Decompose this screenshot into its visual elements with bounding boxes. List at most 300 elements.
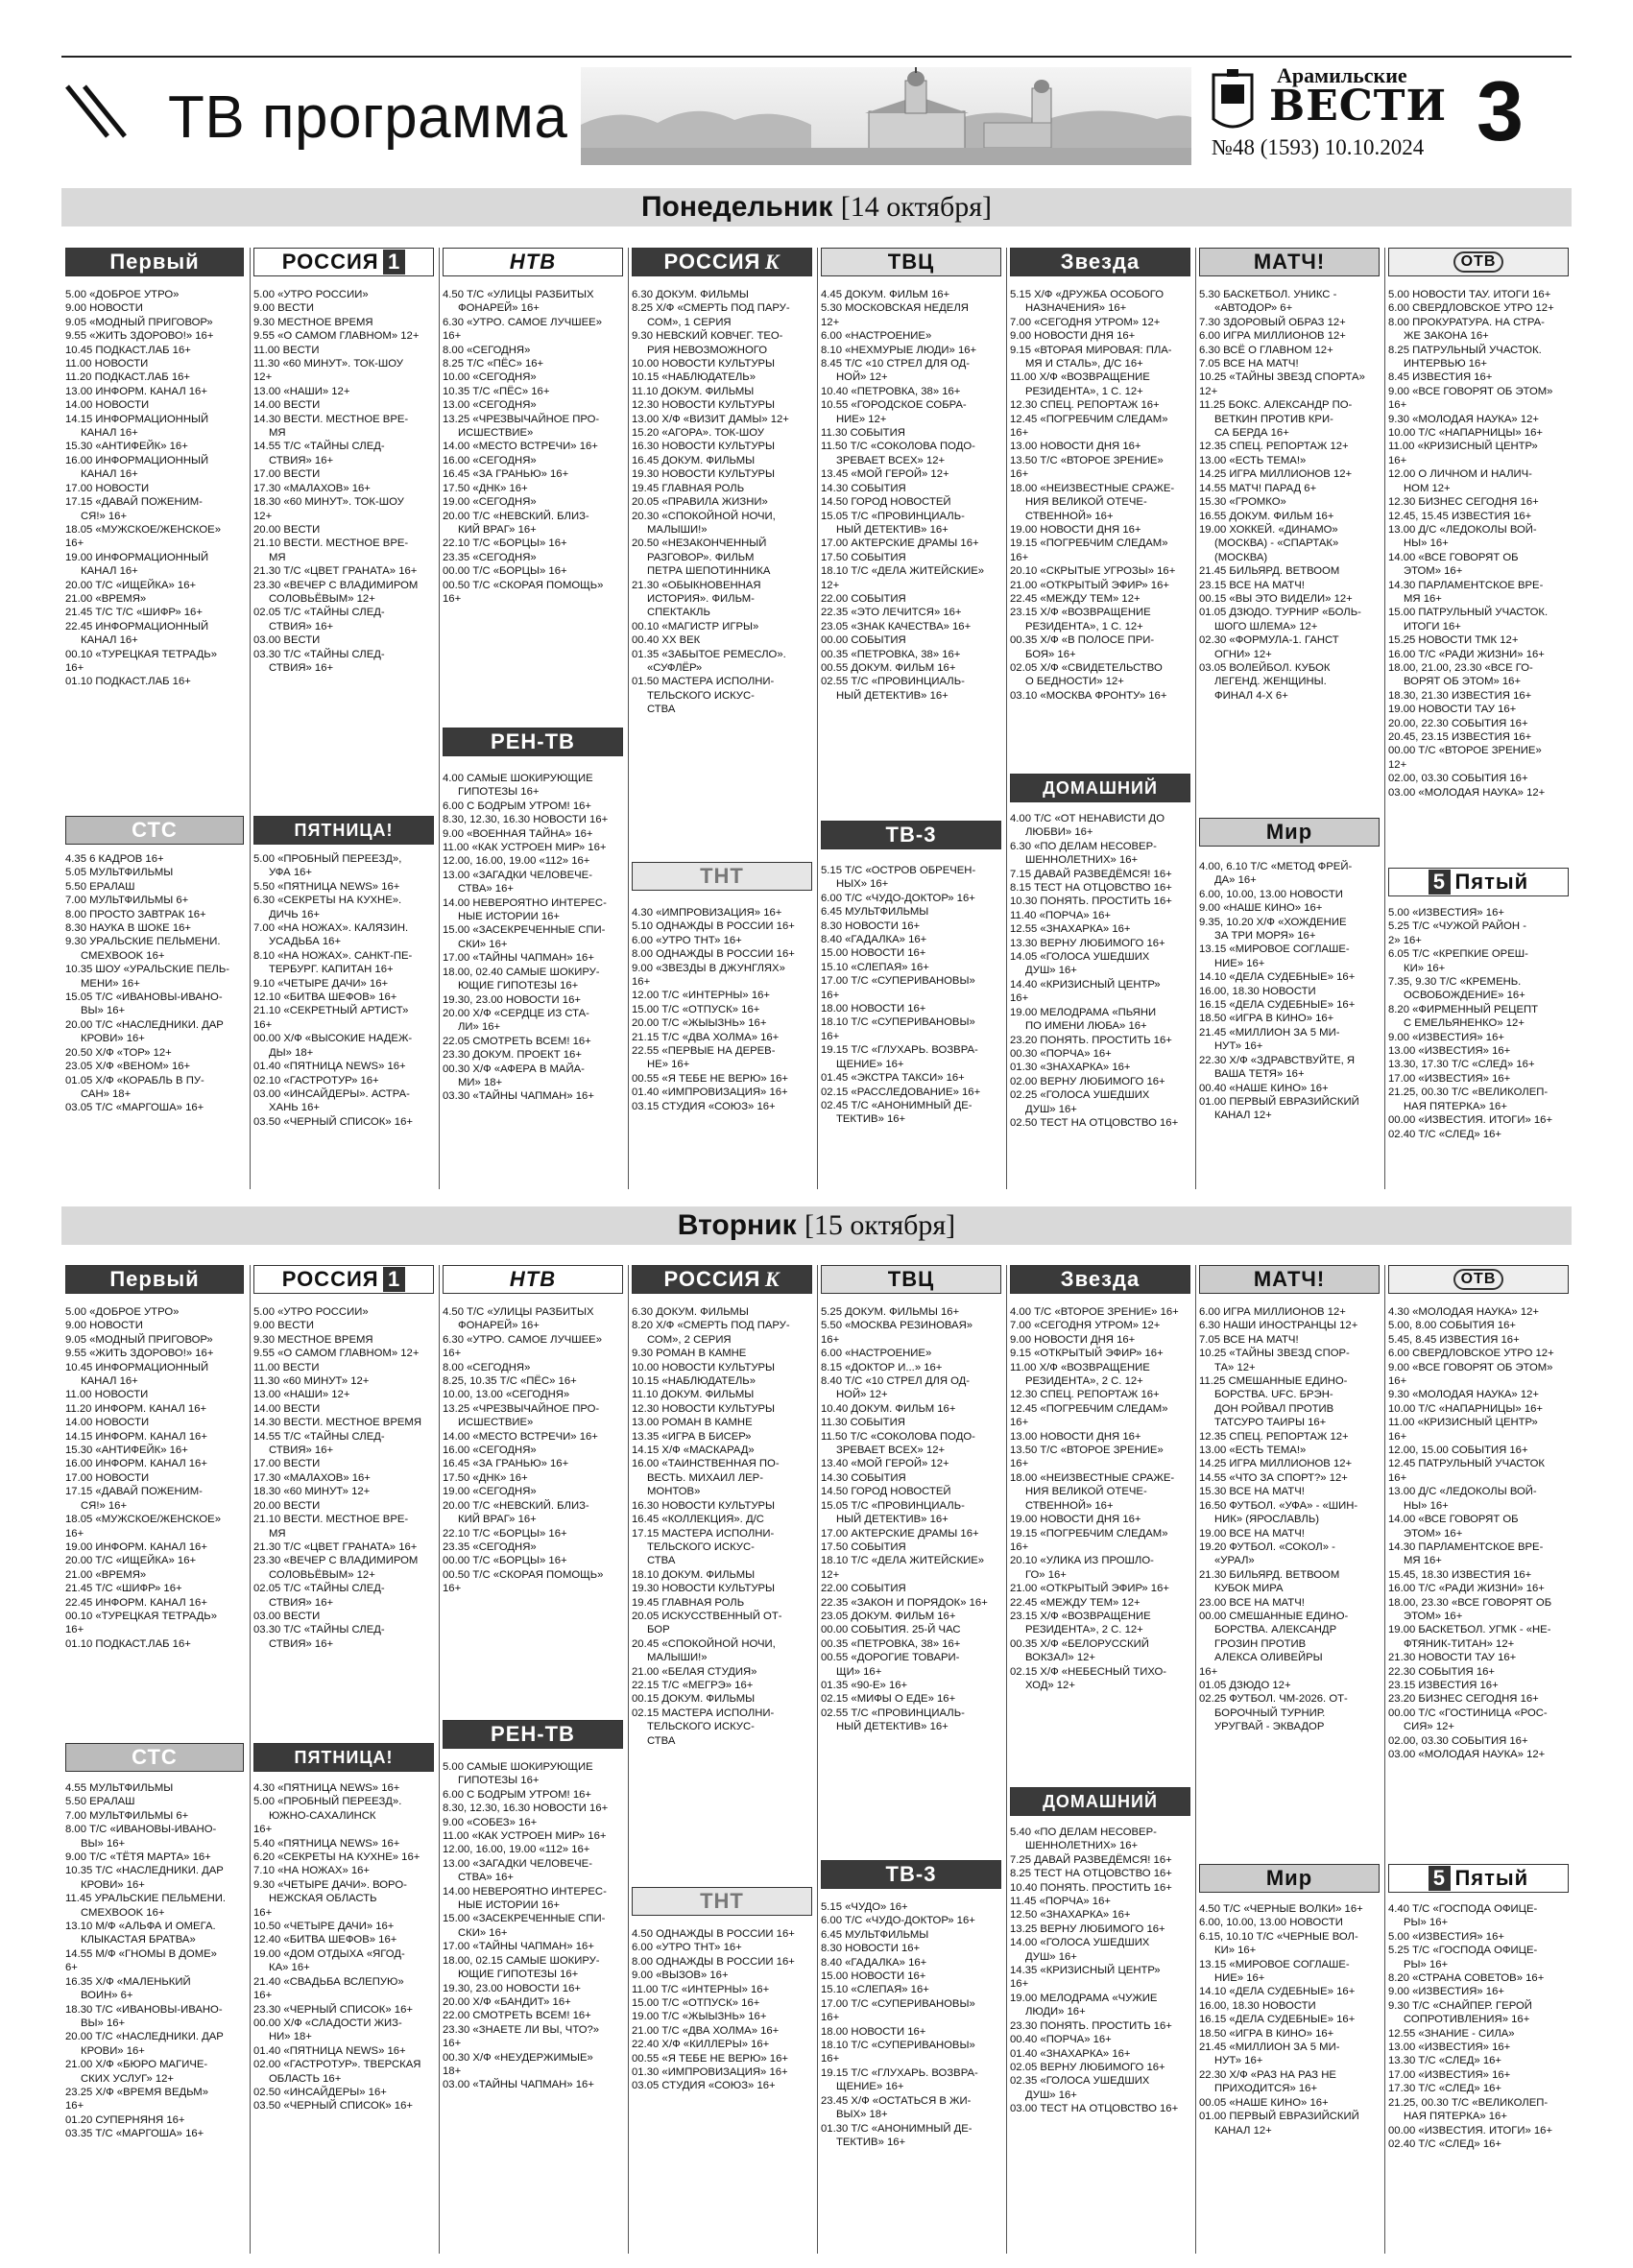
program-line: 9.00 «ВСЕ ГОВОРЯТ ОБ ЭТОМ» bbox=[1388, 385, 1553, 397]
program-line: 12.45, 15.45 ИЗВЕСТИЯ 16+ bbox=[1388, 510, 1532, 522]
program-line: 16+ bbox=[443, 592, 462, 605]
program-line: 5.40 «ПЯТНИЦА NEWS» 16+ bbox=[253, 1837, 400, 1850]
program-line: 20.50 Х/Ф «ТОР» 12+ bbox=[65, 1046, 172, 1059]
program-line: ГИПОТЕЗЫ 16+ bbox=[458, 786, 540, 799]
program-line: НИК» (ЯРОСЛАВЛЬ) bbox=[1214, 1514, 1320, 1526]
program-line: 21.25, 00.30 Т/С «ВЕЛИКОЛЕП- bbox=[1388, 2096, 1549, 2109]
program-list-tnt-mon bbox=[632, 906, 811, 1113]
program-line: 03.50 «ЧЕРНЫЙ СПИСОК» 16+ bbox=[253, 2100, 413, 2113]
program-line: 5.15 «ЧУДО» 16+ bbox=[821, 1901, 908, 1913]
program-line: 7.00 «СЕГОДНЯ УТРОМ» 12+ bbox=[1010, 1320, 1161, 1332]
channel-logo-perviy bbox=[65, 1265, 244, 1294]
column-divider bbox=[1384, 1265, 1385, 2254]
program-line: 6.30 «УТРО. САМОЕ ЛУЧШЕЕ» bbox=[443, 1333, 602, 1346]
program-line: 17.30 Т/С «СЛЕД» 16+ bbox=[1388, 2083, 1501, 2095]
program-list-mir-mon bbox=[1199, 860, 1379, 1123]
program-line: 16.00, 18.30 НОВОСТИ bbox=[1199, 985, 1316, 997]
channel-name: ТВ-3 bbox=[885, 823, 937, 847]
program-line: 19.15 «ПОГРЕБЧИМ СЛЕДАМ» bbox=[1010, 1527, 1168, 1540]
program-line: 17.00 НОВОСТИ bbox=[65, 482, 150, 494]
program-line: УФА 16+ bbox=[269, 867, 312, 879]
program-line: 9.00 НОВОСТИ ДНЯ 16+ bbox=[1010, 330, 1136, 343]
program-line: ДУШ» 16+ bbox=[1025, 1103, 1077, 1115]
program-line: 02.40 Т/С «СЛЕД» 16+ bbox=[1388, 2137, 1501, 2150]
program-line: 18.00 НОВОСТИ 16+ bbox=[821, 1003, 926, 1015]
program-line: 14.00 НОВОСТИ bbox=[65, 1417, 150, 1429]
program-list-pyatiy-tue bbox=[1388, 1902, 1568, 2151]
column-divider bbox=[1006, 1265, 1007, 2254]
program-line: 8.40 «ГАДАЛКА» 16+ bbox=[821, 934, 927, 946]
program-line: 14.15 Х/Ф «МАСКАРАД» bbox=[632, 1444, 755, 1457]
program-line: 8.30 НАУКА В ШОКЕ 16+ bbox=[65, 922, 191, 935]
program-line: 17.00 Т/С «СУПЕРИВАНОВЫ» bbox=[821, 1997, 975, 2010]
program-line: 4.00 Т/С «ВТОРОЕ ЗРЕНИЕ» 16+ bbox=[1010, 1306, 1179, 1318]
program-line: 5.15 Х/Ф «ДРУЖБА ОСОБОГО bbox=[1010, 289, 1165, 300]
program-line: 19.30, 23.00 НОВОСТИ 16+ bbox=[443, 1982, 581, 1994]
program-line: 03.35 Т/С «МАРГОША» 16+ bbox=[65, 2128, 204, 2140]
program-line: 11.30 СОБЫТИЯ bbox=[821, 1417, 905, 1429]
program-line: ЩЕНИЕ» 16+ bbox=[836, 1058, 904, 1070]
program-line: 12.30 СПЕЦ. РЕПОРТАЖ 16+ bbox=[1010, 399, 1160, 412]
program-line: КИ» 16+ bbox=[1404, 962, 1446, 974]
program-line: 12.35 СПЕЦ. РЕПОРТАЖ 12+ bbox=[1199, 1430, 1349, 1443]
program-line: 21.40 «СВАДЬБА ВСЛЕПУЮ» bbox=[253, 1975, 404, 1988]
program-line: 9.30 НЕВСКИЙ КОВЧЕГ. ТЕО- bbox=[632, 330, 783, 343]
program-list-match-tue bbox=[1199, 1305, 1379, 1734]
issue-number: №48 (1593) 10.10.2024 bbox=[1212, 135, 1425, 159]
program-line: 8.30 НОВОСТИ 16+ bbox=[821, 919, 921, 932]
program-line: 5.00 «УТРО РОССИИ» bbox=[253, 1306, 369, 1318]
program-line: 12.50 «ЗНАХАРКА» 16+ bbox=[1010, 1909, 1131, 1922]
program-line: 6.15, 10.10 Т/С «ЧЕРНЫЕ ВОЛ- bbox=[1199, 1930, 1358, 1943]
program-line: ТЕЛЬСКОГО ИСКУС- bbox=[647, 1721, 755, 1733]
program-line: 16+ bbox=[1388, 1430, 1407, 1443]
program-line: 17.50 СОБЫТИЯ bbox=[821, 1540, 906, 1553]
program-line: 17.00 Т/С «СУПЕРИВАНОВЫ» bbox=[821, 975, 975, 988]
program-line: ВЕТКИН ПРОТИВ КРИ- bbox=[1214, 413, 1333, 425]
program-line: 16.30 НОВОСТИ КУЛЬТУРЫ bbox=[632, 1499, 776, 1512]
program-line: 4.50 ОДНАЖДЫ В РОССИИ 16+ bbox=[632, 1928, 795, 1940]
program-line: 21.45 Т/С Т/С «ШИФР» 16+ bbox=[65, 607, 203, 619]
program-line: 8.00 ПРОКУРАТУРА. НА СТРА- bbox=[1388, 316, 1545, 328]
program-line: 00.55 «ДОРОГИЕ ТОВАРИ- bbox=[821, 1652, 960, 1664]
program-line: 11.45 «ПОРЧА» 16+ bbox=[1010, 1896, 1111, 1908]
channel-logo-tvc bbox=[821, 1265, 1001, 1294]
program-line: 19.00 НОВОСТИ ДНЯ 16+ bbox=[1010, 523, 1141, 536]
program-line: ТЕЛЬСКОГО ИСКУС- bbox=[647, 689, 755, 702]
program-line: НИЯ ВЕЛИКОЙ ОТЕЧЕ- bbox=[1025, 496, 1147, 509]
program-line: 12.55 «ЗНАНИЕ - СИЛА» bbox=[1388, 2027, 1515, 2040]
channel-logo-rentv bbox=[443, 1720, 623, 1749]
program-line: 16+ bbox=[1388, 1471, 1407, 1484]
program-line: 14.40 «КРИЗИСНЫЙ ЦЕНТР» bbox=[1010, 978, 1161, 991]
program-line: 16+ bbox=[253, 1906, 273, 1919]
program-line: 00.30 «ПОРЧА» 16+ bbox=[1010, 1047, 1112, 1060]
program-line: 13.00 Х/Ф «ВИЗИТ ДАМЫ» 12+ bbox=[632, 413, 789, 425]
program-list-domashniy-tue bbox=[1010, 1826, 1189, 2116]
program-line: ЮЩИЕ ГИПОТЕЗЫ 16+ bbox=[458, 980, 579, 992]
program-line: 5.00 «ДОБРОЕ УТРО» bbox=[65, 1306, 180, 1318]
program-list-tv3-tue bbox=[821, 1900, 1000, 2149]
channel-name: ОТВ bbox=[1453, 1269, 1504, 1290]
program-line: 8.25 Т/С «ПЁС» 16+ bbox=[443, 358, 544, 370]
program-line: РЫ» 16+ bbox=[1404, 1958, 1449, 1970]
program-line: 02.15 «МИФЫ О ЕДЕ» 16+ bbox=[821, 1693, 956, 1706]
program-line: 11.00 «КРИЗИСНЫЙ ЦЕНТР» bbox=[1388, 441, 1538, 453]
program-line: КРОВИ» 16+ bbox=[81, 1878, 145, 1891]
program-line: 8.20 Х/Ф «СМЕРТЬ ПОД ПАРУ- bbox=[632, 1320, 790, 1332]
program-line: 9.00 НОВОСТИ bbox=[65, 1320, 143, 1332]
program-line: НОЙ» 12+ bbox=[836, 371, 888, 384]
program-line: ВОИН» 6+ bbox=[81, 1990, 133, 2002]
program-line: 9.00 НОВОСТИ bbox=[65, 302, 143, 315]
program-line: 5.50 ЕРАЛАШ bbox=[65, 880, 135, 893]
program-line: 16+ bbox=[1010, 427, 1029, 440]
program-line: 13.00 «НАШИ» 12+ bbox=[253, 1389, 350, 1401]
program-line: 16.00 «СЕГОДНЯ» bbox=[443, 1444, 537, 1457]
program-line: 6.05 Т/С «КРЕПКИЕ ОРЕШ- bbox=[1388, 948, 1528, 961]
program-line: 20.00, 22.30 СОБЫТИЯ 16+ bbox=[1388, 717, 1528, 729]
program-line: 9.30 УРАЛЬСКИЕ ПЕЛЬМЕНИ. bbox=[65, 936, 221, 948]
program-line: 21.10 ВЕСТИ. МЕСТНОЕ ВРЕ- bbox=[253, 1514, 409, 1526]
program-line: 11.10 ДОКУМ. ФИЛЬМЫ bbox=[632, 1389, 755, 1401]
program-line: ИСШЕСТВИЕ» bbox=[458, 1417, 534, 1429]
program-line: 20.00 Х/Ф «БАНДИТ» 16+ bbox=[443, 1995, 571, 2008]
program-line: 20.00 Т/С «ИЩЕЙКА» 16+ bbox=[65, 579, 197, 591]
channel-logo-domashniy bbox=[1010, 1787, 1190, 1816]
channel-name: ДОМАШНИЙ bbox=[1043, 1791, 1158, 1811]
program-line: СТВА bbox=[647, 704, 676, 716]
program-line: 22.00 СМОТРЕТЬ ВСЕМ! 16+ bbox=[443, 2010, 591, 2022]
program-line: 12.30 НОВОСТИ КУЛЬТУРЫ bbox=[632, 399, 776, 412]
program-line: 12.00 Т/С «ИНТЕРНЫ» 16+ bbox=[632, 990, 771, 1002]
program-line: 8.20 «СТРАНА СОВЕТОВ» 16+ bbox=[1388, 1972, 1545, 1985]
program-line: 22.30 Х/Ф «РАЗ НА РАЗ НЕ bbox=[1199, 2068, 1336, 2081]
program-line: 12+ bbox=[1199, 385, 1218, 397]
program-line: ЗРЕВАЕТ ВСЕХ» 12+ bbox=[836, 454, 946, 466]
program-line: 22.35 «ЭТО ЛЕЧИТСЯ» 16+ bbox=[821, 607, 962, 619]
program-line: РЕЗИДЕНТА», 2 С. 12+ bbox=[1025, 1375, 1143, 1388]
program-line: 17.00 АКТЕРСКИЕ ДРАМЫ 16+ bbox=[821, 537, 979, 550]
program-line: КАНАЛ 16+ bbox=[81, 1375, 138, 1388]
program-line: СОПРОТИВЛЕНИЯ» 16+ bbox=[1404, 2014, 1530, 2026]
program-line: 22.00 СОБЫТИЯ bbox=[821, 1583, 906, 1595]
column-divider bbox=[1195, 248, 1196, 1189]
program-line: МЯ 16+ bbox=[1404, 1555, 1442, 1567]
program-line: 4.00 САМЫЕ ШОКИРУЮЩИЕ bbox=[443, 773, 593, 784]
program-line: 13.00 «НАШИ» 12+ bbox=[253, 385, 350, 397]
program-line: СМЕХBOOK 16+ bbox=[81, 949, 165, 962]
program-line: ВОРЯТ ОБ ЭТОМ» 16+ bbox=[1404, 676, 1522, 688]
column-divider bbox=[250, 1265, 251, 2254]
program-line: СТВА» 16+ bbox=[458, 883, 514, 895]
program-line: НАЗНАЧЕНИЯ» 16+ bbox=[1025, 302, 1127, 315]
program-line: 21.00 «ОТКРЫТЫЙ ЭФИР» 16+ bbox=[1010, 579, 1169, 591]
program-line: 12.30 НОВОСТИ КУЛЬТУРЫ bbox=[632, 1402, 776, 1415]
program-line: 01.40 «ЗНАХАРКА» 16+ bbox=[1010, 2047, 1131, 2060]
program-line: 8.30, 12.30, 16.30 НОВОСТИ 16+ bbox=[443, 1802, 609, 1815]
program-line: 16+ bbox=[253, 1824, 273, 1836]
program-line: 9.00 «СОБЕЗ» 16+ bbox=[443, 1816, 538, 1828]
program-line: СТВА bbox=[647, 1555, 676, 1567]
program-line: 5.00 НОВОСТИ ТАУ. ИТОГИ 16+ bbox=[1388, 289, 1551, 300]
program-line: 9.00 «ЗВЕЗДЫ В ДЖУНГЛЯХ» bbox=[632, 962, 785, 974]
program-line: 6.00, 10.00, 13.00 НОВОСТИ bbox=[1199, 1917, 1343, 1929]
program-line: 20.00 Т/С «НЕВСКИЙ. БЛИЗ- bbox=[443, 510, 589, 522]
program-line: КИЙ ВРАГ» 16+ bbox=[458, 523, 537, 536]
program-line: 19.00 МЕЛОДРАМА «ЧУЖИЕ bbox=[1010, 1992, 1158, 2004]
program-line: 19.00 НОВОСТИ ТАУ 16+ bbox=[1388, 704, 1517, 716]
program-line: ПРИХОДИТСЯ» 16+ bbox=[1214, 2083, 1318, 2095]
program-line: 11.20 ИНФОРМ. КАНАЛ 16+ bbox=[65, 1402, 207, 1415]
program-line: 9.30 «МОЛОДАЯ НАУКА» 12+ bbox=[1388, 1389, 1539, 1401]
program-line: 23.20 БИЗНЕС СЕГОДНЯ 16+ bbox=[1388, 1693, 1539, 1706]
program-line: ТАТСУРО ТАИРЫ 16+ bbox=[1214, 1417, 1327, 1429]
program-line: 18.10 Т/С «ДЕЛА ЖИТЕЙСКИЕ» bbox=[821, 565, 985, 578]
program-line: 03.05 СТУДИЯ «СОЮЗ» 16+ bbox=[632, 2080, 776, 2092]
program-line: 02.55 Т/С «ПРОВИНЦИАЛЬ- bbox=[821, 676, 965, 688]
program-line: 13.30 ВЕРНУ ЛЮБИМОГО 16+ bbox=[1010, 937, 1165, 949]
program-line: 23.35 «СЕГОДНЯ» bbox=[443, 1540, 537, 1553]
program-line: КА» 16+ bbox=[269, 1962, 310, 1974]
program-line: 8.00 ОДНАЖДЫ В РОССИИ 16+ bbox=[632, 948, 795, 961]
program-line: 2» 16+ bbox=[1388, 934, 1422, 946]
program-line: 7.15 ДАВАЙ РАЗВЕДЁМСЯ! 16+ bbox=[1010, 868, 1172, 880]
program-line: «УРАЛ» bbox=[1214, 1555, 1255, 1567]
program-line: СПЕКТАКЛЬ bbox=[647, 607, 710, 619]
program-line: 13.00 «ЗАГАДКИ ЧЕЛОВЕЧЕ- bbox=[443, 869, 592, 881]
program-line: ШЕННОЛЕТНИХ» 16+ bbox=[1025, 854, 1139, 867]
program-line: НЫЕ ИСТОРИИ 16+ bbox=[458, 1899, 560, 1912]
program-line: 22.45 «МЕЖДУ ТЕМ» 12+ bbox=[1010, 592, 1141, 605]
program-line: 13.00 «ИЗВЕСТИЯ» 16+ bbox=[1388, 1045, 1511, 1058]
program-line: 9.55 «ЖИТЬ ЗДОРОВО!» 16+ bbox=[65, 330, 214, 343]
program-line: ЖЕ ЗАКОНА 16+ bbox=[1404, 330, 1489, 343]
program-line: 20.05 «ПРАВИЛА ЖИЗНИ» bbox=[632, 496, 768, 509]
program-line: 01.20 СУПЕРНЯНЯ 16+ bbox=[65, 2113, 185, 2126]
program-list-zvezda-tue bbox=[1010, 1305, 1189, 1692]
program-line: 12+ bbox=[821, 316, 840, 328]
program-line: 18.00, 23.30 «ВСЕ ГОВОРЯТ ОБ bbox=[1388, 1596, 1552, 1609]
program-line: 16.55 ДОКУМ. ФИЛЬМ 16+ bbox=[1199, 510, 1334, 522]
program-line: 8.40 Т/С «10 СТРЕЛ ДЛЯ ОД- bbox=[821, 1375, 971, 1388]
program-line: НИЕ» 16+ bbox=[1214, 1972, 1265, 1985]
program-line: 16+ bbox=[65, 537, 84, 550]
program-line: 5.50 «МОСКВА РЕЗИНОВАЯ» bbox=[821, 1320, 973, 1332]
channel-name: ТВЦ bbox=[887, 250, 935, 274]
program-line: 13.00 «СЕГОДНЯ» bbox=[443, 399, 537, 412]
program-line: ТЕКТИВ» 16+ bbox=[836, 2136, 906, 2148]
program-line: 10.25 «ТАЙНЫ ЗВЕЗД СПОР- bbox=[1199, 1348, 1350, 1360]
program-line: 16+ bbox=[821, 2012, 840, 2024]
program-line: 21.45 БИЛЬЯРД. ВЕТВООМ bbox=[1199, 565, 1340, 578]
program-line: ИНТЕРВЬЮ 16+ bbox=[1404, 358, 1487, 370]
program-line: 18.00 «НЕИЗВЕСТНЫЕ СРАЖЕ- bbox=[1010, 482, 1175, 494]
program-line: 01.05 ДЗЮДО. ТУРНИР «БОЛЬ- bbox=[1199, 607, 1361, 619]
program-line: 00.00 Т/С «ГОСТИНИЦА «РОС- bbox=[1388, 1707, 1548, 1719]
channel-name: НТВ bbox=[509, 250, 557, 274]
program-line: 5.10 ОДНАЖДЫ В РОССИИ 16+ bbox=[632, 920, 795, 933]
program-line: 00.00 СОБЫТИЯ bbox=[821, 634, 906, 647]
program-line: 23.15 Х/Ф «ВОЗВРАЩЕНИЕ bbox=[1010, 607, 1151, 619]
program-line: 5.00 «ПРОБНЫЙ ПЕРЕЕЗД». bbox=[253, 1796, 402, 1808]
program-line: ТА» 12+ bbox=[1214, 1361, 1256, 1373]
program-line: 02.40 Т/С «СЛЕД» 16+ bbox=[1388, 1128, 1501, 1140]
program-list-rossiyak-mon bbox=[632, 288, 811, 717]
program-line: 7.00 МУЛЬТФИЛЬМЫ 6+ bbox=[65, 1809, 189, 1822]
program-line: МЯ bbox=[269, 1527, 286, 1540]
program-line: 20.10 «СКРЫТЫЕ УГРОЗЫ» 16+ bbox=[1010, 565, 1176, 578]
program-line: 12+ bbox=[1388, 758, 1407, 771]
program-line: НАЯ ПЯТЕРКА» 16+ bbox=[1404, 2111, 1507, 2123]
column-divider bbox=[1006, 248, 1007, 1189]
program-line: 17.00 АКТЕРСКИЕ ДРАМЫ 16+ bbox=[821, 1527, 979, 1540]
program-line: 01.30 «ИМПРОВИЗАЦИЯ» 16+ bbox=[632, 2066, 788, 2079]
channel-name: СТС bbox=[132, 1745, 178, 1769]
program-line: 00.00 СОБЫТИЯ. 25-Й ЧАС bbox=[821, 1624, 961, 1636]
program-line: 10.35 Т/С «НАСЛЕДНИКИ. ДАР bbox=[65, 1865, 224, 1877]
program-line: 03.00 «ИНСАЙДЕРЫ». АСТРА- bbox=[253, 1087, 410, 1100]
day-date: [14 октября] bbox=[840, 191, 993, 223]
program-line: СКИ» 16+ bbox=[458, 1926, 508, 1939]
program-line: 4.55 МУЛЬТФИЛЬМЫ bbox=[65, 1782, 174, 1794]
program-line: 17.30 «МАЛАХОВ» 16+ bbox=[253, 482, 371, 494]
program-line: 8.30, 12.30, 16.30 НОВОСТИ 16+ bbox=[443, 814, 609, 826]
program-line: 4.30 «ИМПРОВИЗАЦИЯ» 16+ bbox=[632, 907, 782, 919]
program-line: 19.00 МЕЛОДРАМА «ПЬЯНИ bbox=[1010, 1006, 1157, 1018]
program-line: МИ» 18+ bbox=[458, 1076, 503, 1088]
program-line: 22.30 Х/Ф «ЗДРАВСТВУЙТЕ, Я bbox=[1199, 1054, 1356, 1066]
program-line: 14.35 «КРИЗИСНЫЙ ЦЕНТР» bbox=[1010, 1965, 1161, 1977]
channel-logo-rentv bbox=[443, 728, 623, 756]
program-line: 16+ bbox=[1388, 399, 1407, 412]
program-line: 9.30 «ЧЕТЫРЕ ДАЧИ». ВОРО- bbox=[253, 1878, 407, 1891]
program-line: 16+ bbox=[821, 1030, 840, 1042]
program-line: 18.00 НОВОСТИ 16+ bbox=[821, 2025, 926, 2038]
program-line: 13.00 Д/С «ЛЕДОКОЛЫ ВОЙ- bbox=[1388, 523, 1537, 536]
column-divider bbox=[628, 248, 629, 1189]
channel-name: РОССИЯ bbox=[281, 1267, 379, 1291]
program-line: 23.45 Х/Ф «ОСТАТЬСЯ В ЖИ- bbox=[821, 2094, 972, 2107]
program-line: 23.05 Х/Ф «ВЕНОМ» 16+ bbox=[65, 1061, 191, 1073]
program-line: 12+ bbox=[253, 510, 273, 522]
program-line: 21.00 Х/Ф «БЮРО МАГИЧЕ- bbox=[65, 2059, 208, 2071]
program-line: 20.00 Т/С «НАСЛЕДНИКИ. ДАР bbox=[65, 2031, 224, 2043]
program-line: 19.00 ХОККЕЙ. «ДИНАМО» bbox=[1199, 523, 1338, 536]
program-line: 23.30 «ЧЕРНЫЙ СПИСОК» 16+ bbox=[253, 2003, 413, 2016]
channel-logo-tnt bbox=[632, 862, 812, 891]
program-line: КАНАЛ 16+ bbox=[81, 468, 138, 481]
program-line: 03.05 Т/С «МАРГОША» 16+ bbox=[65, 1102, 204, 1114]
program-line: ИТОГИ 16+ bbox=[1404, 620, 1461, 633]
program-line: 14.25 ИГРА МИЛЛИОНОВ 12+ bbox=[1199, 468, 1353, 481]
program-line: 19.15 «ПОГРЕБЧИМ СЛЕДАМ» bbox=[1010, 537, 1168, 550]
program-line: 02.00, 03.30 СОБЫТИЯ 16+ bbox=[1388, 1734, 1528, 1747]
program-line: 03.00 ТЕСТ НА ОТЦОВСТВО 16+ bbox=[1010, 2103, 1179, 2115]
day-name: Вторник bbox=[677, 1209, 797, 1241]
program-line: 01.50 МАСТЕРА ИСПОЛНИ- bbox=[632, 676, 775, 688]
program-line: СА БЕРДА 16+ bbox=[1214, 427, 1289, 440]
program-line: КАНАЛ 16+ bbox=[81, 634, 138, 647]
program-line: 11.30 «60 МИНУТ» 12+ bbox=[253, 1375, 370, 1388]
program-line: 18.10 ДОКУМ. ФИЛЬМЫ bbox=[632, 1568, 756, 1581]
program-line: 9.55 «О САМОМ ГЛАВНОМ» 12+ bbox=[253, 1348, 420, 1360]
program-line: 13.50 Т/С «ВТОРОЕ ЗРЕНИЕ» bbox=[1010, 1444, 1164, 1457]
program-list-rentv-tue bbox=[443, 1760, 622, 2092]
program-line: 00.50 Т/С «СКОРАЯ ПОМОЩЬ» bbox=[443, 1568, 604, 1581]
program-line: 14.30 ПАРЛАМЕНТСКОЕ ВРЕ- bbox=[1388, 579, 1544, 591]
program-line: ВЫ» 16+ bbox=[81, 2017, 126, 2029]
program-line: 14.30 ВЕСТИ. МЕСТНОЕ ВРЕ- bbox=[253, 413, 409, 425]
channel-number: 5 bbox=[1429, 870, 1451, 895]
program-line: 20.00 ВЕСТИ bbox=[253, 523, 321, 536]
program-line: 20.00 ВЕСТИ bbox=[253, 1499, 321, 1512]
program-line: МЯ И СТАЛЬ», Д/С 16+ bbox=[1025, 358, 1143, 370]
channel-name: Мир bbox=[1265, 1866, 1313, 1890]
program-line: ШЕННОЛЕТНИХ» 16+ bbox=[1025, 1840, 1139, 1852]
program-line: 19.00 БАСКЕТБОЛ. УГМК - «НЕ- bbox=[1388, 1624, 1551, 1636]
program-line: 18.00, 02.40 САМЫЕ ШОКИРУ- bbox=[443, 966, 600, 978]
program-line: 21.15 Т/С «ДВА ХОЛМА» 16+ bbox=[632, 1031, 780, 1043]
program-line: 10.30 ПОНЯТЬ. ПРОСТИТЬ 16+ bbox=[1010, 895, 1172, 908]
program-line: 15.10 «СЛЕПАЯ» 16+ bbox=[821, 1984, 929, 1996]
program-line: 8.40 «ГАДАЛКА» 16+ bbox=[821, 1956, 927, 1969]
program-list-pyatnica-mon bbox=[253, 852, 433, 1129]
program-line: ВАША ТЕТЯ» 16+ bbox=[1214, 1068, 1305, 1081]
program-line: ГРОЗИН ПРОТИВ bbox=[1214, 1637, 1307, 1650]
program-line: 8.25, 10.35 Т/С «ПЁС» 16+ bbox=[443, 1375, 577, 1388]
program-line: ФТЯНИК-ТИТАН» 12+ bbox=[1404, 1637, 1515, 1650]
program-line: 5.40 «ПО ДЕЛАМ НЕСОВЕР- bbox=[1010, 1826, 1157, 1838]
program-line: ФОНАРЕЙ» 16+ bbox=[458, 302, 540, 315]
program-line: 6.00 С БОДРЫМ УТРОМ! 16+ bbox=[443, 800, 591, 812]
program-line: СЯ!» 16+ bbox=[81, 1499, 128, 1512]
program-line: 19.00 «СЕГОДНЯ» bbox=[443, 1486, 537, 1498]
program-line: 8.45 ИЗВЕСТИЯ 16+ bbox=[1388, 371, 1493, 384]
program-line: 23.30 «ВЕЧЕР С ВЛАДИМИРОМ bbox=[253, 579, 419, 591]
program-line: 02.05 Т/С «ТАЙНЫ СЛЕД- bbox=[253, 1583, 385, 1595]
day-header-monday bbox=[61, 188, 1572, 227]
program-line: 9.05 «МОДНЫЙ ПРИГОВОР» bbox=[65, 316, 213, 328]
program-line: 21.30 «ОБЫКНОВЕННАЯ bbox=[632, 579, 761, 591]
program-line: ЭТОМ» 16+ bbox=[1404, 1527, 1463, 1540]
program-line: СОМ», 2 СЕРИЯ bbox=[647, 1333, 732, 1346]
program-line: НЫЙ ДЕТЕКТИВ» 16+ bbox=[836, 523, 949, 536]
program-line: 20.00 Т/С «ЖЫЫЗНЬ» 16+ bbox=[632, 1017, 767, 1030]
program-line: ЭТОМ» 16+ bbox=[1404, 1610, 1463, 1622]
program-line: 13.30 Т/С «СЛЕД» 16+ bbox=[1388, 2055, 1501, 2067]
program-line: СМЕХBOOK 16+ bbox=[81, 1906, 165, 1919]
page-number: 3 bbox=[1477, 63, 1524, 158]
program-line: 17.50 «ДНК» 16+ bbox=[443, 482, 528, 494]
program-line: 5.05 МУЛЬТФИЛЬМЫ bbox=[65, 867, 174, 879]
program-line: ХОД» 12+ bbox=[1025, 1679, 1075, 1691]
program-line: 00.05 «НАШЕ КИНО» 16+ bbox=[1199, 2096, 1329, 2109]
program-line: 00.00 «ИЗВЕСТИЯ. ИТОГИ» 16+ bbox=[1388, 2124, 1553, 2137]
program-line: 10.15 «НАБЛЮДАТЕЛЬ» bbox=[632, 371, 756, 384]
program-line: 23.35 «СЕГОДНЯ» bbox=[443, 551, 537, 563]
program-line: 00.35 Х/Ф «В ПОЛОСЕ ПРИ- bbox=[1010, 634, 1155, 647]
program-line: НЕ» 16+ bbox=[647, 1059, 690, 1071]
program-list-zvezda-mon bbox=[1010, 288, 1189, 703]
channel-logo-mir bbox=[1199, 1864, 1380, 1893]
channel-name: МАТЧ! bbox=[1253, 1267, 1326, 1291]
program-line: 11.00 ВЕСТИ bbox=[253, 344, 320, 356]
program-line: 9.00 «ИЗВЕСТИЯ» 16+ bbox=[1388, 1031, 1504, 1043]
program-line: 17.30 «МАЛАХОВ» 16+ bbox=[253, 1471, 371, 1484]
program-line: ЩЕНИЕ» 16+ bbox=[836, 2081, 904, 2093]
program-line: 18+ bbox=[443, 2065, 462, 2077]
